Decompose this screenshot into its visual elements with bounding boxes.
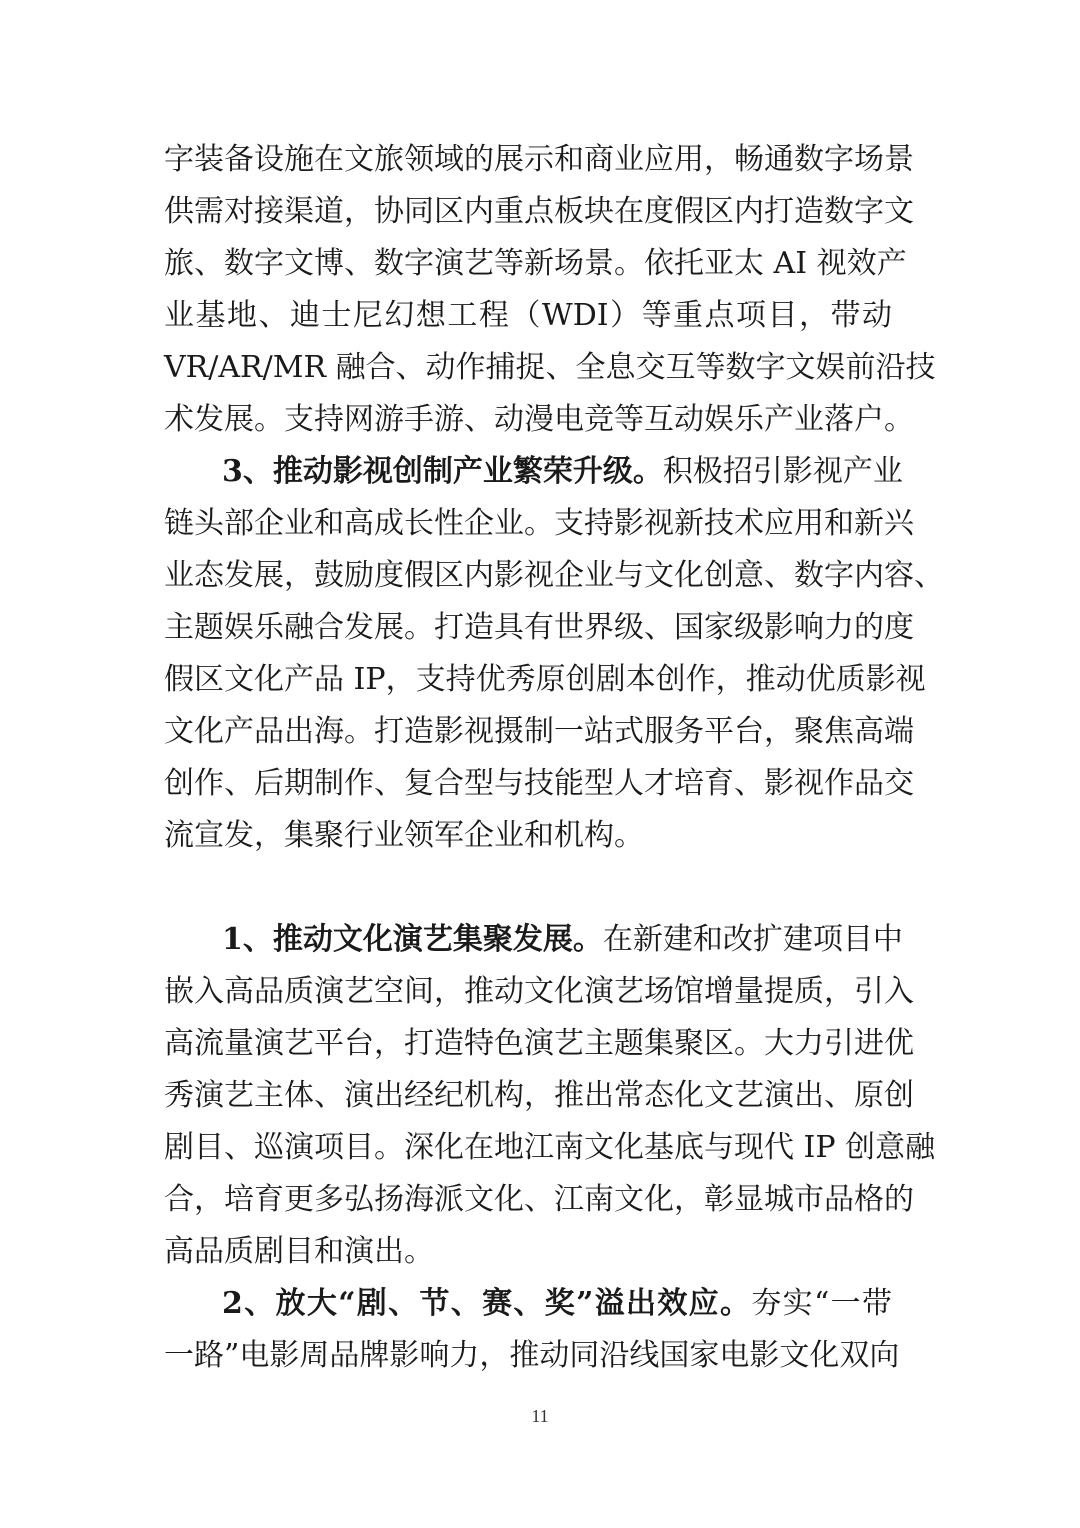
paragraph-text: 夯实“一带	[751, 1286, 893, 1321]
paragraph-line: 秀演艺主体、演出经纪机构，推出常态化文艺演出、原创	[164, 1078, 914, 1113]
paragraph-first-line	[222, 914, 903, 966]
paragraph-line: 文化产品出海。打造影视摄制一站式服务平台，聚焦高端	[164, 714, 914, 749]
paragraph-line: 旅、数字文博、数字演艺等新场景。依托亚太 AI 视效产	[164, 246, 907, 281]
page-number: 11	[531, 1406, 549, 1426]
paragraph-line: 流宣发，集聚行业领军企业和机构。	[164, 818, 644, 853]
paragraph-heading: 1、推动文化演艺集聚发展。	[222, 922, 603, 957]
paragraph-line: 业基地、迪士尼幻想工程（WDI）等重点项目，带动	[164, 298, 892, 333]
paragraph-text: 积极招引影视产业	[662, 454, 903, 489]
paragraph-line: 创作、后期制作、复合型与技能型人才培育、影视作品交	[164, 766, 914, 801]
paragraph-line: 假区文化产品 IP，支持优秀原创剧本创作，推动优质影视	[164, 662, 926, 697]
paragraph-first-line	[222, 1278, 892, 1330]
section-heading	[222, 862, 892, 914]
paragraph-line: 术发展。支持网游手游、动漫电竞等互动娱乐产业落户。	[164, 402, 914, 437]
paragraph-line: 高流量演艺平台，打造特色演艺主题集聚区。大力引进优	[164, 1026, 914, 1061]
paragraph-heading: 3、推动影视创制产业繁荣升级。	[222, 454, 663, 489]
paragraph-line: 主题娱乐融合发展。打造具有世界级、国家级影响力的度	[164, 610, 914, 645]
paragraph-line: VR/AR/MR 融合、动作捕捉、全息交互等数字文娱前沿技	[164, 350, 936, 385]
paragraph-first-line	[222, 446, 903, 498]
paragraph-line: 嵌入高品质演艺空间，推动文化演艺场馆增量提质，引入	[164, 974, 914, 1009]
paragraph-line: 剧目、巡演项目。深化在地江南文化基底与现代 IP 创意融	[164, 1130, 936, 1165]
paragraph-line: 合，培育更多弘扬海派文化、江南文化，彰显城市品格的	[164, 1182, 914, 1217]
paragraph-line: 一路”电影周品牌影响力，推动同沿线国家电影文化双向	[164, 1338, 900, 1373]
paragraph-line: 链头部企业和高成长性企业。支持影视新技术应用和新兴	[164, 506, 914, 541]
paragraph-line: 高品质剧目和演出。	[164, 1234, 434, 1269]
paragraph-text: 在新建和改扩建项目中	[602, 922, 903, 957]
paragraph-line: 字装备设施在文旅领域的展示和商业应用，畅通数字场景	[164, 142, 914, 177]
paragraph-heading: 2、放大“剧、节、赛、奖”溢出效应。	[222, 1286, 752, 1321]
paragraph-line: 供需对接渠道，协同区内重点板块在度假区内打造数字文	[164, 194, 914, 229]
paragraph-line: 业态发展，鼓励度假区内影视企业与文化创意、数字内容、	[164, 558, 944, 593]
